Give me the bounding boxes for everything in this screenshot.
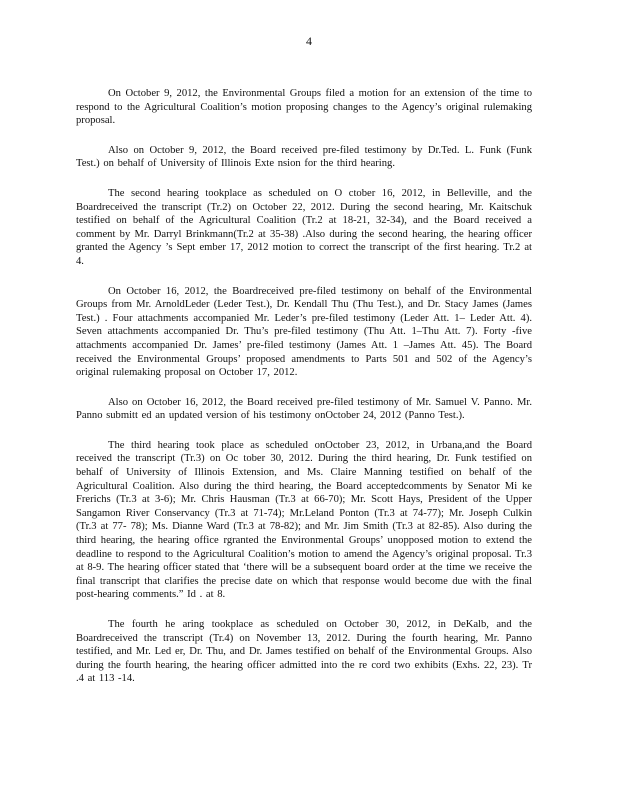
paragraph-funk-testimony: Also on October 9, 2012, the Board received pre-filed testimony by Dr.Ted. L. Funk (Funk Test.) on behalf of University of Illinois Exte nsion for the third hearing. [76, 144, 532, 170]
paragraph-third-hearing: The third hearing took place as scheduled onOctober 23, 2012, in Urbana,and the Board received the transcript (Tr.3) on Oc tober 30, 2012. During the third hearing, Dr. Funk testified on behalf of University of Illinois Extension, and Ms. Claire Manning testified on behalf of the Agricultural Coalition. Also during the third hearing, the Board acceptedcomments by Senator Mi ke Frerichs (Tr.3 at 3-6); Mr. Chris Hausman (Tr.3 at 66-70); Mr. Scott Hays, President of the Upper Sangamon River Conservancy (Tr.3 at 71-74); Mr.Leland Ponton (Tr.3 at 74-77); Mr. Joseph Culkin (Tr.3 at 77- 78); Ms. Dianne Ward (Tr.3 at 78-82); and Mr. Jim Smith (Tr.3 at 82-85). Also during the third hearing, the hearing office rgranted the Environmental Groups’ unopposed motion to extend the deadline to respond to the Agricultural Coalition’s motion to amend the Agency’s original proposal. Tr.3 at 8-9. The hearing officer stated that ‘there will be a subsequent board order at the time we receive the final transcript that clarifies the precise date on which that response would become due with the final post-hearing comments.” Id . at 8. [76, 439, 532, 601]
paragraph-extension-motion: On October 9, 2012, the Environmental Groups filed a motion for an extension of the time to respond to the Agricultural Coalition’s motion proposing changes to the Agency’s original rulemaking proposal. [76, 88, 532, 127]
paragraph-panno-testimony: Also on October 16, 2012, the Board received pre-filed testimony of Mr. Samuel V. Panno. Mr. Panno submitt ed an updated version of his testimony onOctober 24, 2012 (Panno Test.). [76, 396, 532, 422]
document-body [76, 87, 532, 702]
page-number: 4 [306, 34, 312, 48]
paragraph-second-hearing: The second hearing tookplace as scheduled on O ctober 16, 2012, in Belleville, and the Boardreceived the transcript (Tr.2) on October 22, 2012. During the second hearing, Mr. Kaitschuk testified on behalf of the Agricultural Coalition (Tr.2 at 18-21, 32-34), and the Board received a comment by Mr. Darryl Brinkmann(Tr.2 at 35-38) .Also during the second hearing, the hearing officer granted the Agency ’s Sept ember 17, 2012 motion to correct the transcript of the first hearing. Tr.2 at 4. [76, 187, 532, 267]
paragraph-fourth-hearing: The fourth he aring tookplace as scheduled on October 30, 2012, in DeKalb, and the Boardreceived the transcript (Tr.4) on November 13, 2012. During the fourth hearing, Mr. Panno testified, and Mr. Led er, Dr. Thu, and Dr. James testified on behalf of the Environmental Groups. Also during the fourth hearing, the hearing officer admitted into the re cord two exhibits (Exhs. 22, 23). Tr .4 at 113 -14. [76, 619, 532, 685]
paragraph-environmental-groups-testimony: On October 16, 2012, the Boardreceived pre-filed testimony on behalf of the Environmental Groups from Mr. ArnoldLeder (Leder Test.), Dr. Kendall Thu (Thu Test.), and Dr. Stacy James (James Test.) . Four attachments accompanied Mr. Leder’s pre-filed testimony (Leder Att. 1– Leder Att. 4). Seven attachments accompanied Dr. Thu’s pre-filed testimony (Thu Att. 1–Thu Att. 7). Forty -five attachments accompanied Dr. James’ pre-filed testimony (James Att. 1 –James Att. 45). The Board received the Environmental Groups’ proposed amendments to Parts 501 and 502 of the Agency’s original rulemaking proposal on October 17, 2012. [76, 285, 532, 379]
